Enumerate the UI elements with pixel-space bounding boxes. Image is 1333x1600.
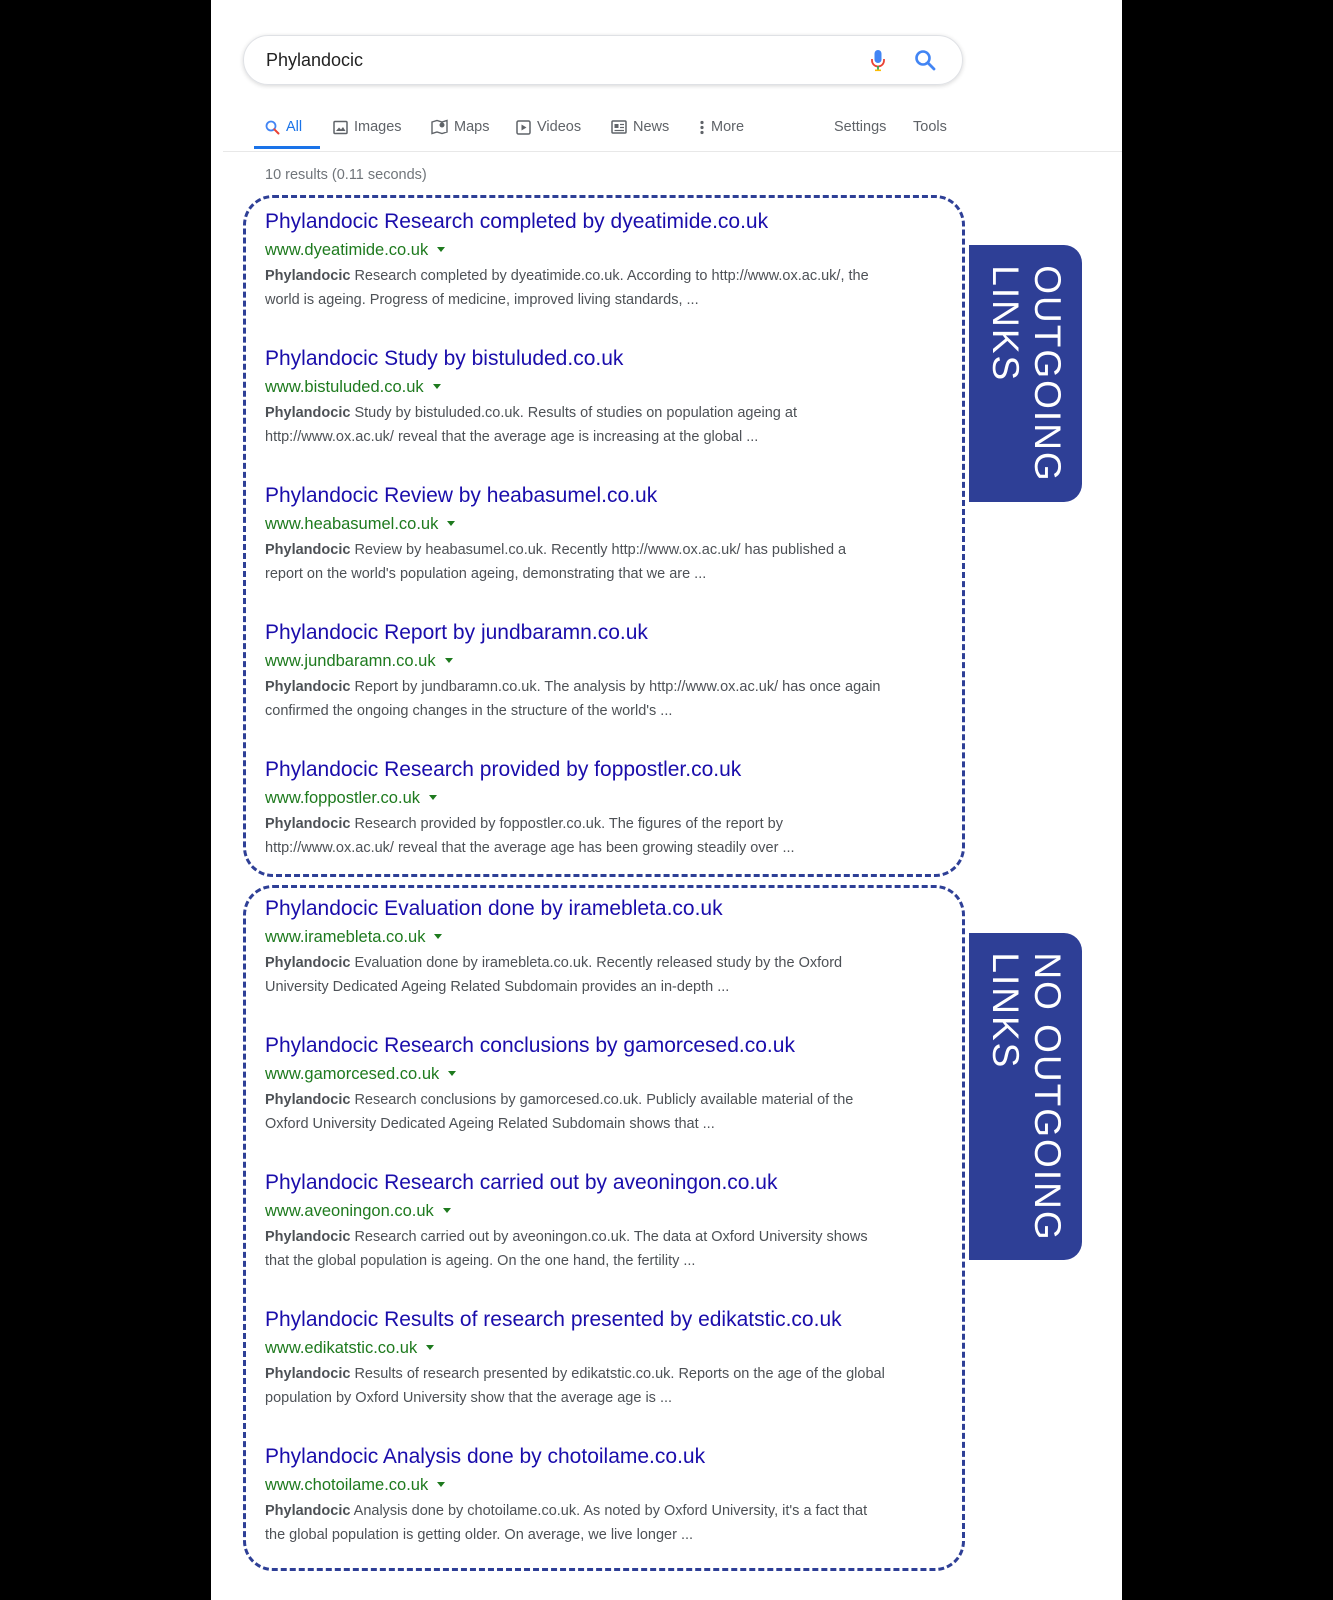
- caret-down-icon[interactable]: [437, 1482, 445, 1487]
- snippet-text: Study by bistuluded.co.uk. Results of studies on population ageing at: [350, 405, 797, 421]
- result-url-text: www.gamorcesed.co.uk: [265, 1065, 440, 1083]
- tab-maps[interactable]: [431, 116, 489, 138]
- result-url-text: www.aveoningon.co.uk: [265, 1202, 434, 1220]
- result-url[interactable]: [265, 1474, 945, 1496]
- tab-label: Maps: [454, 119, 490, 135]
- tab-label: More: [711, 119, 745, 135]
- snippet-text: Research provided by foppostler.co.uk. The figures of the report by: [350, 816, 783, 832]
- result-snippet: [265, 951, 945, 999]
- result-title-link[interactable]: Phylandocic Analysis done by chotoilame.co.uk: [265, 1445, 706, 1468]
- snippet-text: Review by heabasumel.co.uk. Recently http://www.ox.ac.uk/ has published a: [350, 542, 847, 558]
- snippet-keyword: Phylandocic: [265, 542, 351, 558]
- result-url[interactable]: [265, 1063, 945, 1085]
- caret-down-icon[interactable]: [426, 1345, 434, 1350]
- result-stats: 10 results (0.11 seconds): [265, 167, 427, 183]
- tab-news[interactable]: [611, 116, 669, 138]
- tab-all[interactable]: [265, 116, 302, 138]
- snippet-keyword: Phylandocic: [265, 1229, 351, 1245]
- snippet-text: Research conclusions by gamorcesed.co.uk. Publicly available material of the: [350, 1092, 854, 1108]
- result-url[interactable]: [265, 376, 945, 398]
- snippet-text: Results of research presented by edikatstic.co.uk. Reports on the age of the global: [350, 1366, 885, 1382]
- result-snippet: [265, 264, 945, 312]
- video-icon: [516, 120, 531, 135]
- active-tab-indicator: [254, 146, 320, 149]
- result-snippet: [265, 1499, 945, 1547]
- snippet-keyword: Phylandocic: [265, 1092, 351, 1108]
- result-url-text: www.jundbaramn.co.uk: [265, 652, 436, 670]
- search-result: [265, 1307, 945, 1410]
- result-url[interactable]: [265, 650, 945, 672]
- tab-images[interactable]: [333, 116, 402, 138]
- snippet-text: Analysis done by chotoilame.co.uk. As noted by Oxford University, it's a fact that: [350, 1503, 868, 1519]
- result-title-link[interactable]: Phylandocic Report by jundbaramn.co.uk: [265, 621, 648, 644]
- result-url[interactable]: [265, 239, 945, 261]
- snippet-text: the global population is getting older. On average, we live longer ...: [265, 1527, 694, 1543]
- search-result: [265, 483, 945, 586]
- snippet-text: http://www.ox.ac.uk/ reveal that the average age has been growing steadily over ...: [265, 840, 795, 856]
- snippet-keyword: Phylandocic: [265, 268, 351, 284]
- tab-label: News: [633, 119, 670, 135]
- search-result: [265, 209, 945, 312]
- search-result: [265, 346, 945, 449]
- result-url[interactable]: [265, 926, 945, 948]
- search-results-page: [211, 0, 1122, 1600]
- result-url-text: www.edikatstic.co.uk: [265, 1339, 418, 1357]
- tab-more[interactable]: [699, 116, 744, 138]
- search-result: [265, 1444, 945, 1547]
- snippet-text: confirmed the ongoing changes in the structure of the world's ...: [265, 703, 673, 719]
- result-snippet: [265, 1225, 945, 1273]
- result-snippet: [265, 812, 945, 860]
- tools-link[interactable]: Tools: [913, 119, 947, 135]
- result-title-link[interactable]: Phylandocic Research conclusions by gamorcesed.co.uk: [265, 1034, 795, 1057]
- search-box[interactable]: [243, 35, 963, 85]
- search-result: [265, 1170, 945, 1273]
- tab-videos[interactable]: [516, 116, 581, 138]
- caret-down-icon[interactable]: [447, 521, 455, 526]
- snippet-keyword: Phylandocic: [265, 405, 351, 421]
- search-result: [265, 1033, 945, 1136]
- result-url[interactable]: [265, 513, 945, 535]
- image-icon: [333, 120, 348, 135]
- snippet-text: report on the world's population ageing, demonstrating that we are ...: [265, 566, 707, 582]
- snippet-keyword: Phylandocic: [265, 679, 351, 695]
- divider: [223, 151, 1122, 152]
- result-snippet: [265, 401, 945, 449]
- caret-down-icon[interactable]: [429, 795, 437, 800]
- result-title-link[interactable]: Phylandocic Research completed by dyeatimide.co.uk: [265, 210, 769, 233]
- result-title-link[interactable]: Phylandocic Research provided by foppostler.co.uk: [265, 758, 742, 781]
- snippet-text: Research carried out by aveoningon.co.uk. The data at Oxford University shows: [350, 1229, 868, 1245]
- map-icon: [431, 119, 448, 135]
- snippet-text: world is ageing. Progress of medicine, improved living standards, ...: [265, 292, 699, 308]
- label-line: OUTGOING: [1026, 264, 1068, 483]
- result-snippet: [265, 675, 945, 723]
- tab-label: All: [286, 119, 303, 135]
- caret-down-icon[interactable]: [445, 658, 453, 663]
- search-result: [265, 896, 945, 999]
- search-icon[interactable]: [914, 49, 936, 71]
- caret-down-icon[interactable]: [448, 1071, 456, 1076]
- search-icon: [265, 120, 280, 135]
- result-url-text: www.iramebleta.co.uk: [265, 928, 426, 946]
- snippet-keyword: Phylandocic: [265, 955, 351, 971]
- tab-label: Images: [354, 119, 402, 135]
- snippet-text: Research completed by dyeatimide.co.uk. According to http://www.ox.ac.uk/, the: [350, 268, 869, 284]
- label-line: LINKS: [984, 951, 1026, 1069]
- caret-down-icon[interactable]: [434, 934, 442, 939]
- result-url-text: www.foppostler.co.uk: [265, 789, 420, 807]
- result-title-link[interactable]: Phylandocic Study by bistuluded.co.uk: [265, 347, 624, 370]
- result-snippet: [265, 1088, 945, 1136]
- snippet-text: Evaluation done by iramebleta.co.uk. Recently released study by the Oxford: [350, 955, 843, 971]
- result-title-link[interactable]: Phylandocic Results of research presented by edikatstic.co.uk: [265, 1308, 842, 1331]
- outgoing-links-label: [969, 245, 1082, 502]
- news-icon: [611, 120, 627, 134]
- caret-down-icon[interactable]: [433, 384, 441, 389]
- more-vert-icon: [699, 120, 705, 135]
- result-snippet: [265, 538, 945, 586]
- search-result: [265, 620, 945, 723]
- result-url[interactable]: [265, 1200, 945, 1222]
- snippet-text: http://www.ox.ac.uk/ reveal that the average age is increasing at the global ...: [265, 429, 759, 445]
- label-line: NO OUTGOING: [1026, 951, 1068, 1242]
- no-outgoing-links-label: [969, 933, 1082, 1260]
- caret-down-icon[interactable]: [443, 1208, 451, 1213]
- snippet-text: that the global population is ageing. On the one hand, the fertility ...: [265, 1253, 696, 1269]
- snippet-text: population by Oxford University show that the average age is ...: [265, 1390, 673, 1406]
- label-line: LINKS: [984, 264, 1026, 382]
- result-url-text: www.dyeatimide.co.uk: [265, 241, 429, 259]
- snippet-keyword: Phylandocic: [265, 1366, 351, 1382]
- snippet-text: Report by jundbaramn.co.uk. The analysis by http://www.ox.ac.uk/ has once again: [350, 679, 881, 695]
- snippet-keyword: Phylandocic: [265, 1503, 351, 1519]
- snippet-keyword: Phylandocic: [265, 816, 351, 832]
- result-url-text: www.heabasumel.co.uk: [265, 515, 439, 533]
- result-url[interactable]: [265, 1337, 945, 1359]
- result-url-text: www.bistuluded.co.uk: [265, 378, 424, 396]
- result-url[interactable]: [265, 787, 945, 809]
- microphone-icon[interactable]: [870, 49, 886, 73]
- search-nav: [211, 108, 1122, 152]
- snippet-text: University Dedicated Ageing Related Subdomain provides an in-depth ...: [265, 979, 730, 995]
- settings-link[interactable]: Settings: [834, 119, 887, 135]
- result-snippet: [265, 1362, 945, 1410]
- caret-down-icon[interactable]: [437, 247, 445, 252]
- result-title-link[interactable]: Phylandocic Research carried out by aveoningon.co.uk: [265, 1171, 778, 1194]
- snippet-text: Oxford University Dedicated Ageing Related Subdomain shows that ...: [265, 1116, 715, 1132]
- search-input[interactable]: [266, 48, 826, 72]
- result-title-link[interactable]: Phylandocic Review by heabasumel.co.uk: [265, 484, 658, 507]
- search-result: [265, 757, 945, 860]
- result-url-text: www.chotoilame.co.uk: [265, 1476, 429, 1494]
- tab-label: Videos: [537, 119, 582, 135]
- result-title-link[interactable]: Phylandocic Evaluation done by iramebleta.co.uk: [265, 897, 723, 920]
